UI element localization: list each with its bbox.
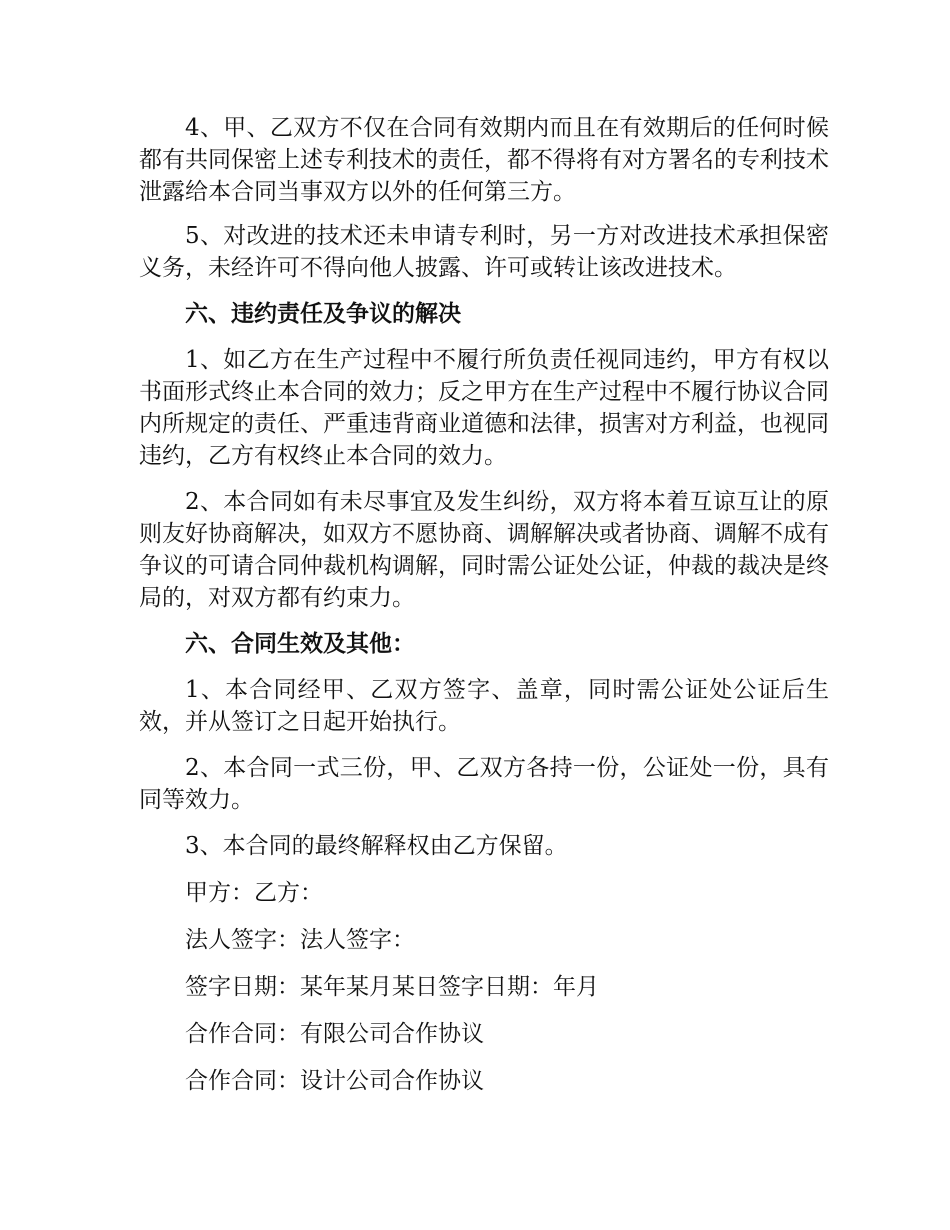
signatures-line: 法人签字：法人签字：: [185, 927, 415, 953]
effect-clause-1: 1、本合同经甲、乙双方签字、盖章，同时需公证处公证后生效，并从签订之日起开始执行。: [139, 677, 829, 735]
document-page: [139, 112, 829, 1097]
breach-clause-1: 1、如乙方在生产过程中不履行所负责任视同违约，甲方有权以书面形式终止本合同的效力；反之甲方在生产过程中不履行协议合同内所规定的责任、严重违背商业道德和法律，损害对方利益，也视同违约，乙方有权终止本合同的效力。: [139, 347, 829, 469]
clause-4: 4、甲、乙双方不仅在合同有效期内而且在有效期后的任何时候都有共同保密上述专利技术的责任，都不得将有对方署名的专利技术泄露给本合同当事双方以外的任何第三方。: [139, 115, 829, 205]
section-breach-title: 六、违约责任及争议的解决: [185, 300, 461, 327]
section-effect-title: 六、合同生效及其他：: [185, 630, 415, 657]
parties-line: 甲方：乙方：: [185, 880, 323, 906]
related-contract-1: 合作合同：有限公司合作协议: [185, 1021, 484, 1047]
related-contract-2: 合作合同：设计公司合作协议: [185, 1068, 484, 1094]
effect-clause-2: 2、本合同一式三份，甲、乙双方各持一份，公证处一份，具有同等效力。: [139, 755, 829, 813]
sign-dates-line: 签字日期：某年某月某日签字日期：年月: [185, 974, 599, 1000]
breach-clause-2: 2、本合同如有未尽事宜及发生纠纷，双方将本着互谅互让的原则友好协商解决，如双方不愿协商、调解解决或者协商、调解不成有争议的可请合同仲裁机构调解，同时需公证处公证，仲裁的裁决是终局的，对双方都有约束力。: [139, 489, 829, 611]
clause-5: 5、对改进的技术还未申请专利时，另一方对改进技术承担保密义务，未经许可不得向他人披露、许可或转让该改进技术。: [139, 223, 829, 281]
effect-clause-3: 3、本合同的最终解释权由乙方保留。: [185, 833, 568, 859]
